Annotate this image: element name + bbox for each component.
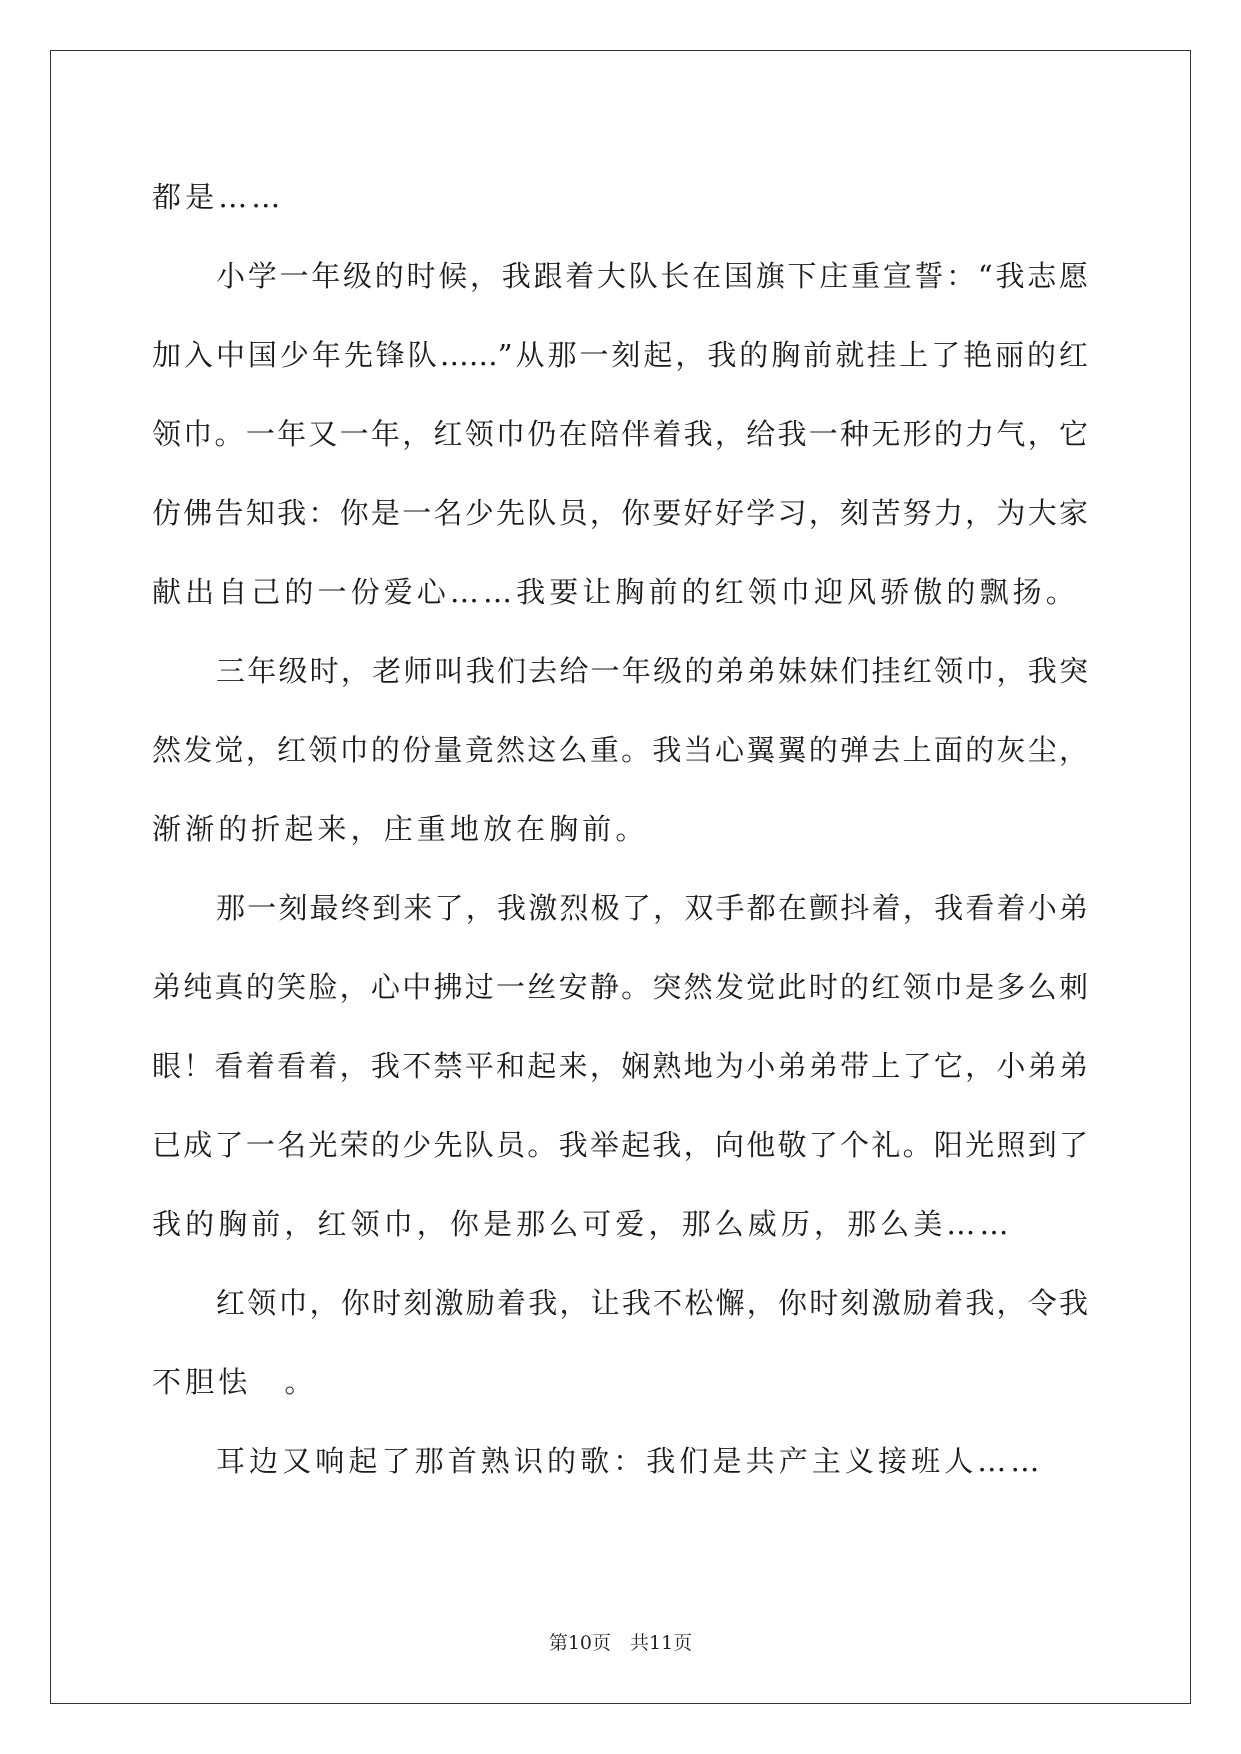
text-line: 渐渐的折起来，庄重地放在胸前。 <box>152 812 649 846</box>
text-line: 已成了一名光荣的少先队员。我举起我，向他敬了个礼。阳光照到了 <box>152 1128 1088 1162</box>
text-line: 我的胸前，红领巾，你是那么可爱，那么威历，那么美…… <box>152 1207 1013 1241</box>
text-line: 红领巾，你时刻激励着我，让我不松懈，你时刻激励着我，令我 <box>216 1286 1088 1320</box>
text-line: 加入中国少年先锋队……”从那一刻起，我的胸前就挂上了艳丽的红 <box>152 338 1088 372</box>
document-body <box>152 158 1088 1501</box>
page-number: 第10页 共11页 <box>548 1632 693 1654</box>
text-line: 仿佛告知我：你是一名少先队员，你要好好学习，刻苦努力，为大家 <box>152 496 1088 530</box>
text-line: 那一刻最终到来了，我激烈极了，双手都在颤抖着，我看着小弟 <box>216 891 1088 925</box>
text-line: 耳边又响起了那首熟识的歌：我们是共产主义接班人…… <box>216 1444 1044 1478</box>
text-line: 眼！看着看着，我不禁平和起来，娴熟地为小弟弟带上了它，小弟弟 <box>152 1049 1088 1083</box>
text-line: 都是…… <box>152 180 285 214</box>
text-line: 小学一年级的时候，我跟着大队长在国旗下庄重宣誓：“我志愿 <box>216 259 1088 293</box>
text-line: 弟纯真的笑脸，心中拂过一丝安静。突然发觉此时的红领巾是多么刺 <box>152 970 1088 1004</box>
text-line: 领巾。一年又一年，红领巾仍在陪伴着我，给我一种无形的力气，它 <box>152 417 1088 451</box>
text-line: 三年级时，老师叫我们去给一年级的弟弟妹妹们挂红领巾，我突 <box>216 654 1088 688</box>
text-line: 不胆怯 。 <box>152 1365 318 1399</box>
text-line: 献出自己的一份爱心……我要让胸前的红领巾迎风骄傲的飘扬。 <box>152 575 1079 609</box>
text-line: 然发觉，红领巾的份量竟然这么重。我当心翼翼的弹去上面的灰尘， <box>152 733 1088 767</box>
